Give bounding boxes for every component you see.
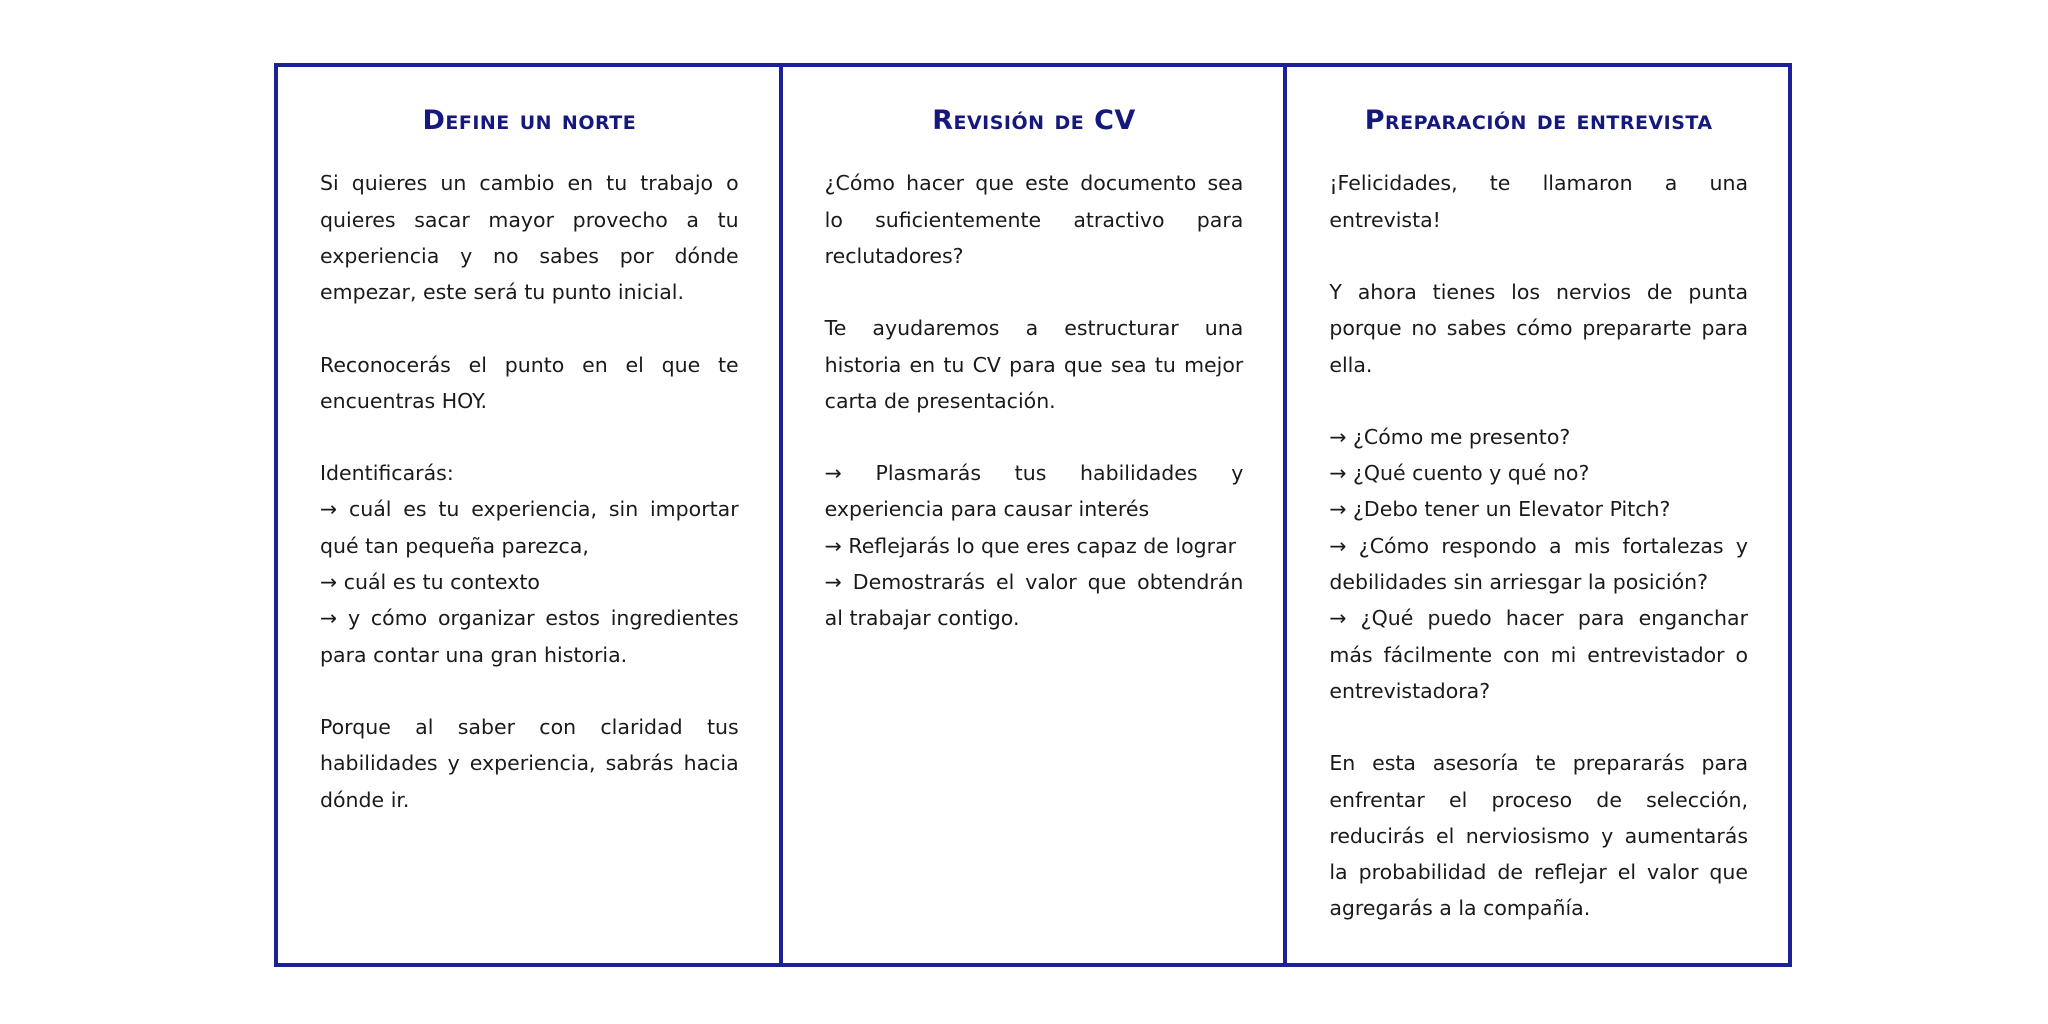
paragraph-line: ¿Cómo hacer que este documento sea lo suficientemente atractivo para reclutadores?: [824, 171, 1244, 268]
bullet-line: → ¿Qué puedo hacer para enganchar más fácilmente con mi entrevistador o entrevistadora?: [1329, 606, 1749, 703]
bullet-line: → ¿Qué cuento y qué no?: [1329, 461, 1590, 486]
card-paragraph: [825, 455, 1244, 636]
card-paragraph: [825, 165, 1244, 274]
card-preparacion-de-entrevista: [1283, 67, 1788, 963]
card-title: Revisión de CV: [932, 105, 1136, 136]
card-paragraph: [320, 347, 739, 420]
card-title: Preparación de entrevista: [1364, 105, 1713, 136]
paragraph-line: Te ayudaremos a estructurar una historia en tu CV para que sea tu mejor carta de presentación.: [824, 316, 1244, 413]
paragraph-line: Y ahora tienes los nervios de punta porque no sabes cómo prepararte para ella.: [1329, 279, 1749, 377]
card-paragraph: [1329, 165, 1748, 238]
bullet-line: → ¿Debo tener un Elevator Pitch?: [1329, 497, 1671, 522]
bullet-line: → cuál es tu experiencia, sin importar qué tan pequeña parezca,: [320, 497, 739, 558]
paragraph-line: En esta asesoría te prepararás para enfrentar el proceso de selección, reducirás el nerviosismo y aumentarás la probabilidad de reflejar el valor que agregarás a la compañía.: [1329, 751, 1749, 921]
paragraph-line: Si quieres un cambio en tu trabajo o quieres sacar mayor provecho a tu experiencia y no sabes por dónde empezar, este será tu punto inicial.: [320, 171, 739, 305]
bullet-line: → Plasmarás tus habilidades y experiencia para causar interés: [824, 461, 1244, 522]
paragraph-line: Porque al saber con claridad tus habilidades y experiencia, sabrás hacia dónde ir.: [320, 714, 739, 812]
card-revision-de-cv: [779, 67, 1284, 963]
card-paragraph: [320, 709, 739, 818]
card-define-un-norte: [278, 67, 779, 963]
card-paragraph: [1329, 274, 1748, 383]
card-paragraph: [1329, 745, 1748, 926]
card-paragraph: [320, 165, 739, 310]
card-paragraph: [1329, 419, 1748, 709]
card-title: Define un norte: [422, 105, 637, 136]
bullet-line: → ¿Cómo me presento?: [1329, 424, 1571, 449]
paragraph-line: Reconocerás el punto en el que te encuentras HOY.: [320, 352, 739, 413]
bullet-line: → y cómo organizar estos ingredientes para contar una gran historia.: [320, 606, 739, 667]
card-paragraph: [320, 455, 739, 673]
bullet-line: → ¿Cómo respondo a mis fortalezas y debilidades sin arriesgar la posición?: [1329, 533, 1749, 595]
paragraph-line: ¡Felicidades, te llamaron a una entrevista!: [1329, 171, 1749, 232]
card-paragraph: [825, 310, 1244, 419]
bullet-line: → cuál es tu contexto: [320, 570, 540, 595]
bullet-line: → Demostrarás el valor que obtendrán al trabajar contigo.: [824, 570, 1244, 631]
services-columns: [274, 63, 1792, 967]
bullet-line: → Reflejarás lo que eres capaz de lograr: [824, 533, 1237, 558]
paragraph-line: Identificarás:: [320, 461, 454, 486]
